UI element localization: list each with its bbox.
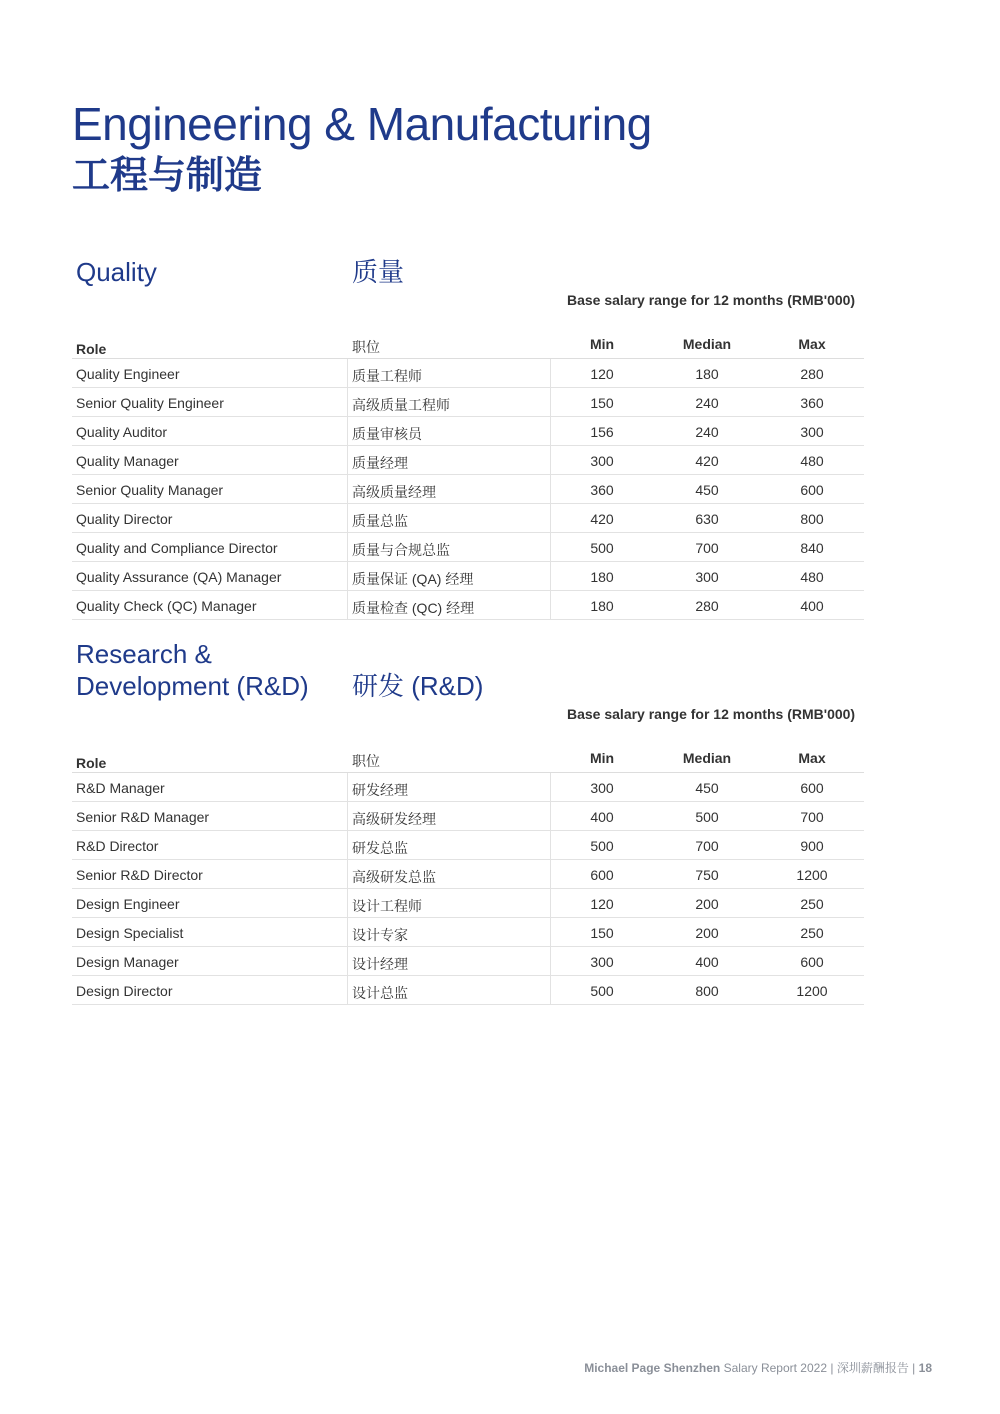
salary-median: 200 bbox=[695, 896, 719, 912]
salary-min: 150 bbox=[590, 395, 614, 411]
column-divider bbox=[347, 562, 348, 590]
column-divider bbox=[347, 773, 348, 801]
salary-median: 240 bbox=[695, 424, 719, 440]
column-divider bbox=[550, 562, 551, 590]
page-title-zh: 工程与制造 bbox=[72, 155, 263, 197]
salary-min: 600 bbox=[590, 867, 614, 883]
column-header-max: Max bbox=[798, 336, 826, 352]
table-row bbox=[72, 562, 864, 591]
column-divider bbox=[550, 533, 551, 561]
column-header-min: Min bbox=[589, 336, 615, 352]
column-divider bbox=[347, 504, 348, 532]
role-name: Quality and Compliance Director bbox=[76, 540, 278, 556]
column-divider bbox=[347, 889, 348, 917]
page-footer bbox=[584, 1359, 932, 1376]
table-row bbox=[72, 773, 864, 802]
salary-section bbox=[72, 638, 864, 1005]
salary-min: 300 bbox=[590, 954, 614, 970]
table-row bbox=[72, 446, 864, 475]
role-name: Design Specialist bbox=[76, 925, 184, 941]
role-name-zh: 质量工程师 bbox=[352, 368, 422, 384]
salary-median: 200 bbox=[695, 925, 719, 941]
column-divider bbox=[347, 802, 348, 830]
column-header-role-zh: 职位 bbox=[352, 753, 380, 769]
salary-max: 600 bbox=[800, 780, 824, 796]
page-number: 18 bbox=[918, 1361, 932, 1375]
table-row bbox=[72, 802, 864, 831]
section-header bbox=[72, 256, 864, 328]
role-name: Quality Assurance (QA) Manager bbox=[76, 569, 282, 585]
column-header-role: Role bbox=[76, 341, 107, 357]
column-divider bbox=[347, 533, 348, 561]
salary-max: 400 bbox=[800, 598, 824, 614]
column-divider bbox=[550, 591, 551, 619]
role-name: R&D Manager bbox=[76, 780, 165, 796]
column-divider bbox=[550, 388, 551, 416]
page-title: Engineering & Manufacturing bbox=[72, 98, 652, 150]
salary-median: 500 bbox=[695, 809, 719, 825]
role-name-zh: 高级研发经理 bbox=[352, 811, 436, 827]
column-header-role-zh: 职位 bbox=[352, 339, 380, 355]
role-name: R&D Director bbox=[76, 838, 159, 854]
salary-max: 800 bbox=[800, 511, 824, 527]
column-divider bbox=[347, 947, 348, 975]
column-divider bbox=[347, 831, 348, 859]
table-row bbox=[72, 860, 864, 889]
salary-max: 280 bbox=[800, 366, 824, 382]
column-divider bbox=[347, 417, 348, 445]
column-header-median: Median bbox=[682, 336, 732, 352]
salary-max: 480 bbox=[800, 453, 824, 469]
column-divider bbox=[347, 918, 348, 946]
column-divider bbox=[550, 475, 551, 503]
table-row bbox=[72, 533, 864, 562]
salary-min: 420 bbox=[590, 511, 614, 527]
salary-min: 300 bbox=[590, 453, 614, 469]
footer-separator: | bbox=[912, 1361, 916, 1375]
role-name-zh: 质量经理 bbox=[352, 455, 408, 471]
table-row bbox=[72, 976, 864, 1005]
role-name: Quality Engineer bbox=[76, 366, 180, 382]
column-divider bbox=[550, 773, 551, 801]
salary-min: 156 bbox=[590, 424, 614, 440]
table-row bbox=[72, 504, 864, 533]
salary-min: 360 bbox=[590, 482, 614, 498]
salary-max: 480 bbox=[800, 569, 824, 585]
column-header-min: Min bbox=[589, 750, 615, 766]
salary-median: 700 bbox=[695, 540, 719, 556]
salary-min: 150 bbox=[590, 925, 614, 941]
role-name: Senior Quality Engineer bbox=[76, 395, 224, 411]
table-header bbox=[72, 742, 864, 773]
role-name: Senior R&D Director bbox=[76, 867, 203, 883]
section-title-line: Quality bbox=[76, 257, 157, 287]
salary-min: 120 bbox=[590, 366, 614, 382]
role-name-zh: 研发经理 bbox=[352, 782, 408, 798]
role-name-zh: 高级质量工程师 bbox=[352, 397, 450, 413]
salary-min: 500 bbox=[590, 983, 614, 999]
salary-median: 180 bbox=[695, 366, 719, 382]
salary-max: 300 bbox=[800, 424, 824, 440]
role-name-zh: 质量保证 (QA) 经理 bbox=[352, 571, 474, 587]
footer-brand: Michael Page Shenzhen bbox=[584, 1361, 721, 1375]
salary-median: 450 bbox=[695, 780, 719, 796]
role-name-zh: 质量审核员 bbox=[352, 426, 422, 442]
role-name-zh: 高级质量经理 bbox=[352, 484, 436, 500]
salary-range-label: Base salary range for 12 months (RMB'000) bbox=[567, 706, 856, 722]
salary-median: 800 bbox=[695, 983, 719, 999]
footer-separator: | bbox=[830, 1361, 834, 1375]
role-name-zh: 设计总监 bbox=[352, 985, 408, 1001]
salary-min: 300 bbox=[590, 780, 614, 796]
column-divider bbox=[550, 947, 551, 975]
salary-median: 240 bbox=[695, 395, 719, 411]
column-divider bbox=[347, 860, 348, 888]
role-name: Design Engineer bbox=[76, 896, 180, 912]
column-divider bbox=[550, 860, 551, 888]
footer-report: Salary Report 2022 bbox=[723, 1361, 827, 1375]
column-header-max: Max bbox=[798, 750, 826, 766]
role-name: Quality Director bbox=[76, 511, 173, 527]
column-divider bbox=[347, 976, 348, 1004]
salary-min: 120 bbox=[590, 896, 614, 912]
role-name: Quality Manager bbox=[76, 453, 179, 469]
table-row bbox=[72, 889, 864, 918]
table-header bbox=[72, 328, 864, 359]
table-row bbox=[72, 388, 864, 417]
role-name: Quality Check (QC) Manager bbox=[76, 598, 257, 614]
column-divider bbox=[550, 976, 551, 1004]
column-divider bbox=[550, 504, 551, 532]
column-header-role: Role bbox=[76, 755, 107, 771]
table-row bbox=[72, 359, 864, 388]
salary-min: 500 bbox=[590, 838, 614, 854]
salary-median: 750 bbox=[695, 867, 719, 883]
salary-min: 500 bbox=[590, 540, 614, 556]
salary-max: 600 bbox=[800, 954, 824, 970]
column-divider bbox=[550, 359, 551, 387]
column-divider bbox=[550, 417, 551, 445]
salary-range-label: Base salary range for 12 months (RMB'000) bbox=[567, 292, 856, 308]
salary-max: 900 bbox=[800, 838, 824, 854]
footer-report-zh: 深圳薪酬报告 bbox=[836, 1361, 909, 1375]
section-title-line: Development (R&D) bbox=[76, 671, 309, 701]
table-row bbox=[72, 947, 864, 976]
salary-max: 700 bbox=[800, 809, 824, 825]
salary-max: 840 bbox=[800, 540, 824, 556]
role-name-zh: 质量与合规总监 bbox=[352, 542, 450, 558]
salary-max: 1200 bbox=[796, 867, 828, 883]
salary-max: 250 bbox=[800, 925, 824, 941]
role-name-zh: 设计专家 bbox=[352, 927, 408, 943]
salary-median: 630 bbox=[695, 511, 719, 527]
column-divider bbox=[550, 446, 551, 474]
table-row bbox=[72, 591, 864, 620]
salary-min: 180 bbox=[590, 598, 614, 614]
salary-max: 250 bbox=[800, 896, 824, 912]
section-title bbox=[76, 256, 157, 288]
section-header bbox=[72, 638, 864, 742]
role-name: Senior R&D Manager bbox=[76, 809, 210, 825]
salary-median: 400 bbox=[695, 954, 719, 970]
salary-max: 360 bbox=[800, 395, 824, 411]
role-name-zh: 研发总监 bbox=[352, 840, 408, 856]
section-title-line: Research & bbox=[76, 639, 212, 669]
role-name: Design Director bbox=[76, 983, 173, 999]
role-name-zh: 高级研发总监 bbox=[352, 869, 436, 885]
salary-section bbox=[72, 256, 864, 620]
salary-median: 700 bbox=[695, 838, 719, 854]
role-name-zh: 设计经理 bbox=[352, 956, 408, 972]
column-divider bbox=[347, 591, 348, 619]
column-divider bbox=[550, 831, 551, 859]
salary-median: 280 bbox=[695, 598, 719, 614]
column-divider bbox=[347, 388, 348, 416]
role-name-zh: 质量检查 (QC) 经理 bbox=[352, 600, 475, 616]
column-divider bbox=[550, 802, 551, 830]
column-divider bbox=[550, 889, 551, 917]
salary-min: 400 bbox=[590, 809, 614, 825]
column-divider bbox=[550, 918, 551, 946]
table-row bbox=[72, 831, 864, 860]
column-divider bbox=[347, 446, 348, 474]
section-title-zh: 质量 bbox=[352, 257, 405, 287]
column-divider bbox=[347, 359, 348, 387]
role-name: Senior Quality Manager bbox=[76, 482, 224, 498]
column-header-median: Median bbox=[682, 750, 732, 766]
section-title-zh: 研发 (R&D) bbox=[352, 671, 484, 701]
column-divider bbox=[347, 475, 348, 503]
section-title bbox=[76, 638, 309, 702]
role-name: Quality Auditor bbox=[76, 424, 168, 440]
table-row bbox=[72, 918, 864, 947]
table-row bbox=[72, 417, 864, 446]
table-row bbox=[72, 475, 864, 504]
salary-median: 420 bbox=[695, 453, 719, 469]
role-name-zh: 设计工程师 bbox=[352, 898, 422, 914]
salary-max: 600 bbox=[800, 482, 824, 498]
salary-min: 180 bbox=[590, 569, 614, 585]
salary-median: 450 bbox=[695, 482, 719, 498]
role-name: Design Manager bbox=[76, 954, 179, 970]
salary-max: 1200 bbox=[796, 983, 828, 999]
role-name-zh: 质量总监 bbox=[352, 513, 408, 529]
salary-median: 300 bbox=[695, 569, 719, 585]
